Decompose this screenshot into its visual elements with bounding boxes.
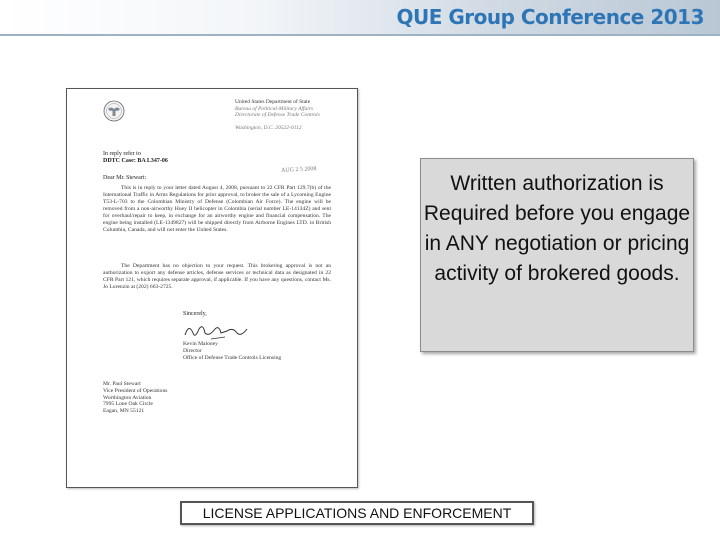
header-divider	[0, 34, 720, 36]
signer-block	[183, 341, 281, 361]
reply-line: In reply refer to	[103, 151, 141, 157]
state-department-seal-icon	[103, 100, 125, 122]
recipient-name: Mr. Paul Stewart	[103, 381, 141, 387]
recipient-title: Vice President of Operations	[103, 387, 168, 394]
case-label: DDTC Case:	[103, 158, 136, 164]
recipient-company: Worthington Aviation	[103, 394, 152, 401]
agency-directorate: Directorate of Defense Trade Controls	[235, 112, 320, 119]
signature-icon	[181, 321, 251, 343]
signer-name: Kevin Maloney	[183, 341, 218, 347]
closing: Sincerely,	[183, 311, 207, 317]
date-stamp: AUG 2 5 2008	[280, 166, 317, 174]
case-reference	[103, 151, 168, 165]
section-label: LICENSE APPLICATIONS AND ENFORCEMENT	[180, 501, 534, 525]
recipient-city: Eagan, MN 55121	[103, 408, 145, 415]
signer-office: Office of Defense Trade Controls Licensing	[183, 354, 282, 361]
recipient-street: 7995 Lone Oak Circle	[103, 401, 153, 408]
scanned-letter	[66, 88, 358, 488]
agency-bureau: Bureau of Political-Military Affairs	[235, 105, 314, 112]
signer-title: Director	[183, 347, 202, 354]
callout-box	[420, 158, 694, 352]
letter-paragraph: This is in reply to your letter dated August 4, 2008, pursuant to 22 CFR Part 129.7(b) of the International Traffic in Arms Regulations for prior approval, to broker the sale of a Lycoming Engine T53-L-703 to the Colombian Ministry of Defense (Colombian Air Force). The engine will be removed from a non-airworthy Huey II helicopter in Colombia (serial number LE-14134Z) and sent for overhaul/repair to keep, in exchange for an airworthy engine and financial compensation. The engine being installed (LE-1349827) will be shipped directly from Airborne Engines LTD. in British Columbia, Canada, and will not enter the United States.	[103, 185, 331, 233]
salutation: Dear Mr. Stewart:	[103, 175, 147, 181]
callout-text: Written authorization is Required before you engage in ANY negotiation or pricing activity of brokered goods.	[423, 172, 691, 285]
letterhead	[235, 99, 320, 132]
agency-name: United States Department of State	[235, 99, 311, 105]
letter-paragraph: The Department has no objection to your request. This brokering approval is not an authorization to export any defense articles, defense services or technical data as designated in 22 CFR Part 121, which requires separate approval, if applicable. If you have any questions, contact Ms. Jo Lorenzin at (202) 663-2725.	[103, 263, 331, 290]
case-number: BA L347-06	[137, 158, 168, 164]
agency-location: Washington, D.C. 20522-0112	[235, 125, 302, 132]
presentation-title: QUE Group Conference 2013	[396, 5, 704, 29]
recipient-address	[103, 381, 167, 415]
